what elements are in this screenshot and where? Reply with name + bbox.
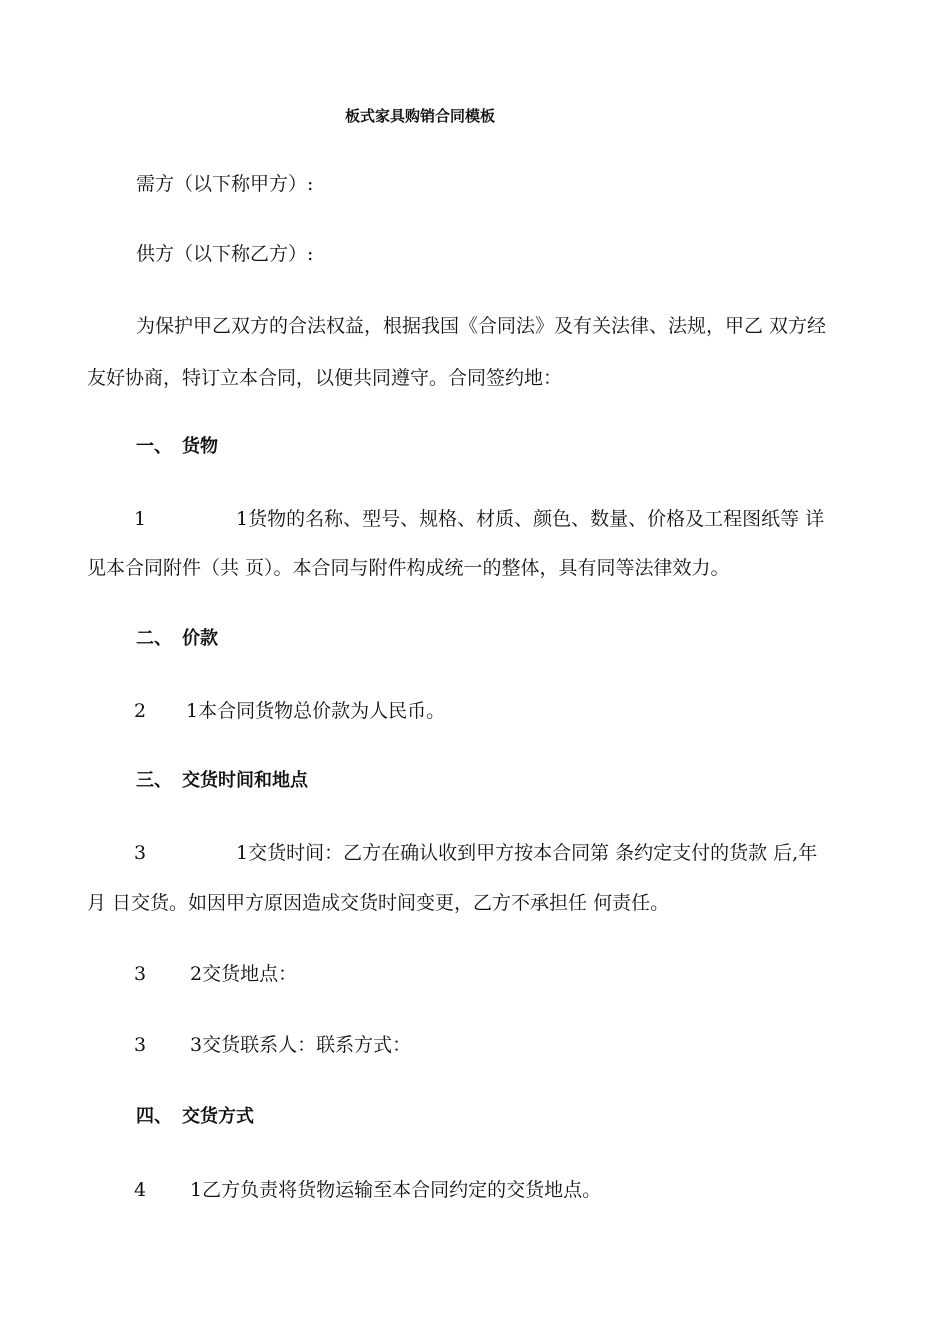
- clause-section-number: 1: [134, 508, 147, 530]
- section-number: 三、: [136, 770, 172, 791]
- section-title: 交货时间和地点: [182, 770, 308, 791]
- clause-section-number: 3: [134, 1034, 147, 1056]
- clause-line-2: 见本合同附件（共 页）。本合同与附件构成统一的整体，具有同等法律效力。: [87, 557, 730, 579]
- clause-line-1: 1交货时间：乙方在确认收到甲方按本合同第 条约定支付的货款 后,年: [236, 842, 818, 864]
- seller-line: 供方（以下称乙方）:: [136, 243, 314, 265]
- section-title: 交货方式: [182, 1106, 254, 1127]
- section-heading: [136, 767, 308, 795]
- clause-section-number: 3: [134, 963, 147, 985]
- clause-line-1: 1乙方负责将货物运输至本合同约定的交货地点。: [190, 1179, 602, 1201]
- clause-line-1: 2交货地点：: [190, 963, 298, 985]
- clause-line-1: 3交货联系人：联系方式：: [190, 1034, 412, 1056]
- section-heading: [136, 625, 218, 653]
- preamble-line-2: 友好协商，特订立本合同，以便共同遵守。合同签约地：: [87, 367, 563, 389]
- section-number: 一、: [136, 436, 172, 457]
- clause-section-number: 4: [134, 1179, 147, 1201]
- document-title: 板式家具购销合同模板: [344, 107, 495, 125]
- clause-section-number: 2: [134, 700, 147, 722]
- section-title: 货物: [182, 436, 218, 457]
- clause-line-1: 1货物的名称、型号、规格、材质、颜色、数量、价格及工程图纸等 详: [236, 508, 825, 530]
- section-title: 价款: [182, 628, 218, 649]
- section-number: 四、: [136, 1106, 172, 1127]
- clause-line-2: 月 日交货。如因甲方原因造成交货时间变更，乙方不承担任 何责任。: [87, 892, 670, 914]
- clause-section-number: 3: [134, 842, 147, 864]
- preamble-line-1: 为保护甲乙双方的合法权益，根据我国《合同法》及有关法律、法规，甲乙 双方经: [136, 315, 827, 337]
- section-number: 二、: [136, 628, 172, 649]
- clause-line-1: 1本合同货物总价款为人民币。: [186, 700, 446, 722]
- buyer-line: 需方（以下称甲方）:: [136, 173, 314, 195]
- section-heading: [136, 433, 218, 461]
- section-heading: [136, 1103, 254, 1131]
